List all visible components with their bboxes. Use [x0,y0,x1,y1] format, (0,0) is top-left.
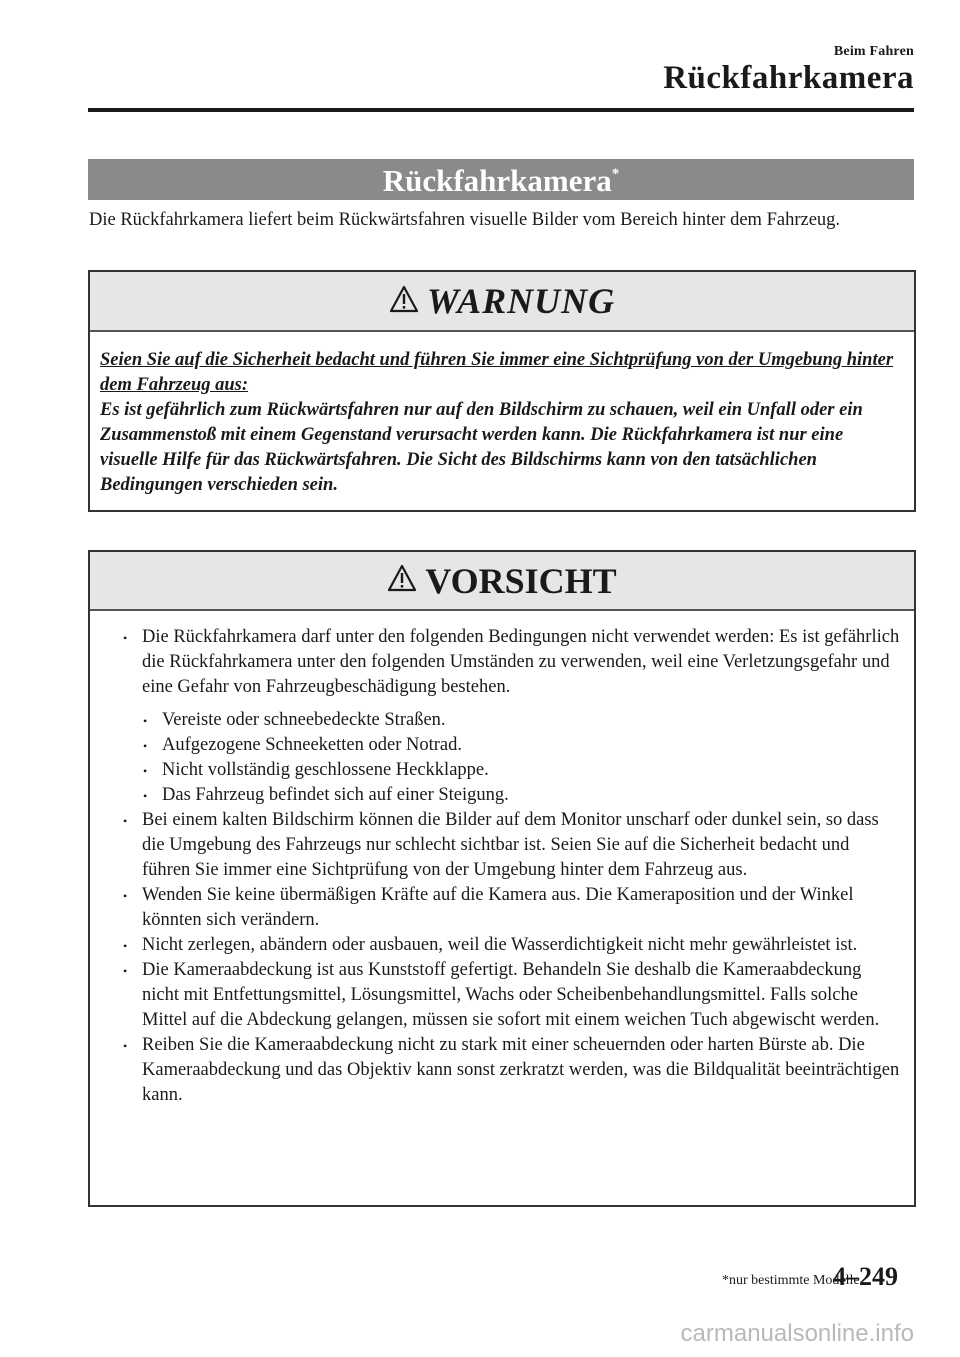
warning-box [88,270,916,512]
caution-header [90,552,914,611]
condition-item: • Aufgezogene Schneeketten oder Notrad. [104,733,900,758]
intro-paragraph: Die Rückfahrkamera liefert beim Rückwärtsfahren visuelle Bilder vom Bereich hinter dem Fahrzeug. [89,210,841,230]
caution-label: VORSICHT [425,560,617,601]
header-section: Beim Fahren [833,44,914,59]
condition-item: • Nicht vollständig geschlossene Heckklappe. [104,758,900,783]
title-footnote-mark: * [611,166,620,182]
warning-lead: Seien Sie auf die Sicherheit bedacht und führen Sie immer eine Sichtprüfung von der Umgebung hinter dem Fahrzeug aus: [100,350,894,395]
caution-body [90,611,914,1108]
condition-item: • Das Fahrzeug befindet sich auf einer Steigung. [104,783,900,808]
condition-list [104,708,900,808]
warning-triangle-icon [387,564,417,597]
header-rule [88,108,914,112]
section-title-bar [88,159,914,200]
section-title: Rückfahrkamera [382,163,612,198]
running-header [663,44,914,97]
warning-header [90,272,914,332]
caution-item: • Bei einem kalten Bildschirm können die Bilder auf dem Monitor unscharf oder dunkel sein, so dass die Umgebung des Fahrzeugs nur schlecht sichtbar ist. Seien Sie auf die Sicherheit bedacht und führen Sie immer eine Sichtprüfung von der Umgebung hinter dem Fahrzeug aus. [104,808,900,883]
watermark: carmanualsonline.info [680,1320,914,1347]
condition-item: • Vereiste oder schneebedeckte Straßen. [104,708,900,733]
header-chapter: Rückfahrkamera [663,60,914,96]
warning-body [90,332,914,498]
caution-item: • Reiben Sie die Kameraabdeckung nicht zu stark mit einer scheuernden oder harten Bürste ab. Die Kameraabdeckung und das Objektiv kann sonst zerkratzt werden, was die Bildqualität beeinträchtigen kann. [104,1033,900,1108]
warning-label: WARNUNG [426,281,616,321]
page-number: 4–249 [833,1262,898,1291]
warning-triangle-icon [389,285,419,318]
caution-item: • Die Rückfahrkamera darf unter den folgenden Bedingungen nicht verwendet werden: Es ist gefährlich die Rückfahrkamera unter den folgenden Umständen zu verwenden, weil eine Verletzungsgefahr und eine Gefahr von Fahrzeugbeschädigung bestehen. [104,625,900,700]
caution-box [88,550,916,1207]
caution-item: • Die Kameraabdeckung ist aus Kunststoff gefertigt. Behandeln Sie deshalb die Kameraabdeckung nicht mit Entfettungsmittel, Lösungsmittel, Wachs oder Scheibenbehandlungsmittel. Falls solche Mittel auf die Abdeckung gelangen, müssen sie sofort mit einem weichen Tuch abgewischt werden. [104,958,900,1033]
caution-item: • Wenden Sie keine übermäßigen Kräfte auf die Kamera aus. Die Kameraposition und der Winkel könnten sich verändern. [104,883,900,933]
footnote: *nur bestimmte Modelle [722,1273,860,1288]
warning-text: Es ist gefährlich zum Rückwärtsfahren nur auf den Bildschirm zu schauen, weil ein Unfall oder ein Zusammenstoß mit einem Gegenstand verursacht werden kann. Die Rückfahrkamera ist nur eine visuelle Hilfe für das Rückwärtsfahren. Die Sicht des Bildschirms kann von den tatsächlichen Bedingungen verschieden sein. [100,400,863,495]
caution-item: • Nicht zerlegen, abändern oder ausbauen, weil die Wasserdichtigkeit nicht mehr gewährleistet ist. [104,933,900,958]
